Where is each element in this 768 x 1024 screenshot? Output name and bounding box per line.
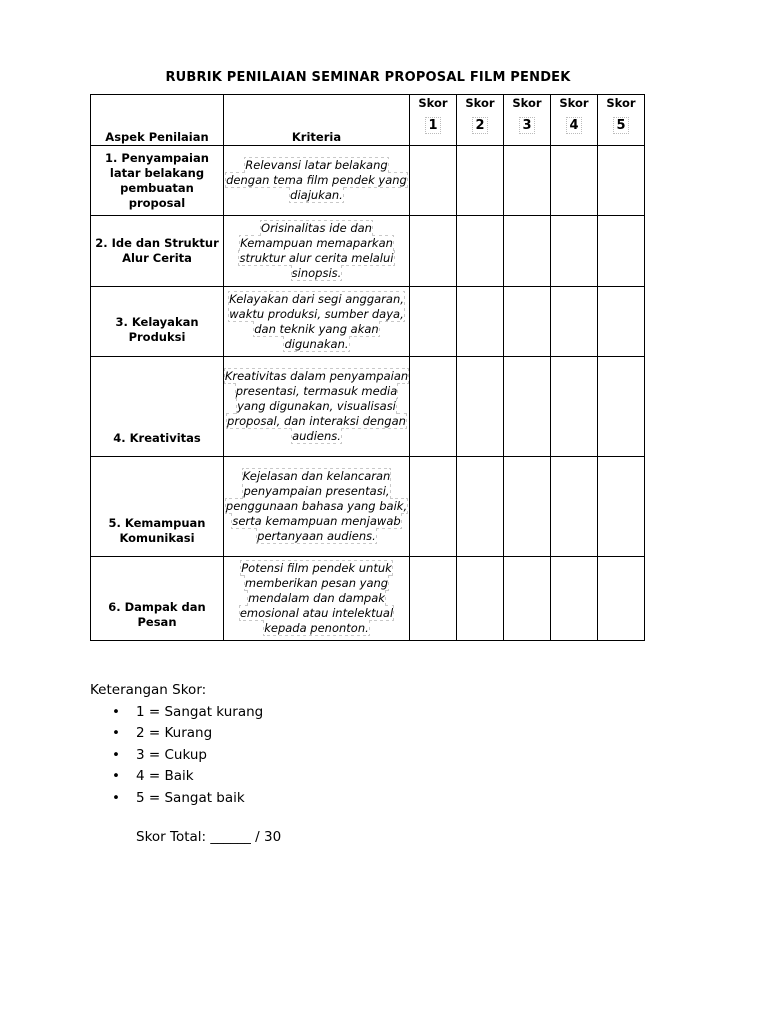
score-cell-5[interactable]	[598, 287, 645, 357]
score-cell-3[interactable]	[504, 357, 551, 457]
score-cell-2[interactable]	[457, 557, 504, 641]
table-row	[91, 357, 645, 457]
bullet-icon: •	[112, 789, 120, 806]
kriteria-text: Potensi film pendek untuk memberikan pesan yang mendalam dan dampak emosional atau intelektual kepada penonton.	[239, 561, 394, 635]
score-cell-1[interactable]	[410, 216, 457, 287]
score-cell-1[interactable]	[410, 557, 457, 641]
bullet-icon: •	[112, 703, 120, 720]
aspek-cell: 2. Ide dan Struktur Alur Cerita	[91, 216, 224, 287]
score-cell-3[interactable]	[504, 146, 551, 216]
score-cell-5[interactable]	[598, 457, 645, 557]
score-cell-2[interactable]	[457, 146, 504, 216]
score-cell-1[interactable]	[410, 357, 457, 457]
skor-number: 3	[522, 118, 532, 133]
score-cell-2[interactable]	[457, 357, 504, 457]
kriteria-cell	[224, 287, 410, 357]
score-cell-5[interactable]	[598, 557, 645, 641]
skor-number: 2	[475, 118, 485, 133]
rubric-table	[90, 94, 645, 641]
score-cell-5[interactable]	[598, 146, 645, 216]
score-cell-4[interactable]	[551, 146, 598, 216]
table-row	[91, 216, 645, 287]
skor-number: 4	[569, 118, 579, 133]
bullet-icon: •	[112, 725, 120, 741]
legend-item-text: 4 = Baik	[136, 768, 194, 784]
skor-label: Skor	[512, 96, 542, 110]
score-cell-4[interactable]	[551, 216, 598, 287]
score-cell-4[interactable]	[551, 457, 598, 557]
score-cell-1[interactable]	[410, 287, 457, 357]
score-cell-1[interactable]	[410, 146, 457, 216]
kriteria-cell	[224, 146, 410, 216]
list-item	[90, 745, 263, 767]
score-cell-4[interactable]	[551, 287, 598, 357]
aspek-cell: 3. Kelayakan Produksi	[91, 287, 224, 357]
table-header-row	[91, 95, 645, 146]
list-item	[90, 723, 263, 745]
kriteria-cell	[224, 357, 410, 457]
aspek-cell: 5. Kemampuan Komunikasi	[91, 457, 224, 557]
skor-number: 1	[428, 118, 438, 133]
header-skor-4	[551, 95, 598, 146]
score-cell-4[interactable]	[551, 557, 598, 641]
list-item	[90, 788, 263, 810]
score-cell-5[interactable]	[598, 357, 645, 457]
score-cell-3[interactable]	[504, 287, 551, 357]
score-cell-4[interactable]	[551, 357, 598, 457]
kriteria-text: Relevansi latar belakang dengan tema film pendek yang diajukan.	[226, 158, 407, 202]
legend-item-text: 2 = Kurang	[136, 725, 213, 741]
score-cell-3[interactable]	[504, 557, 551, 641]
kriteria-text: Orisinalitas ide dan Kemampuan memaparkan struktur alur cerita melalui sinopsis.	[239, 221, 394, 280]
legend-item-text: 5 = Sangat baik	[136, 789, 245, 806]
score-cell-2[interactable]	[457, 287, 504, 357]
score-legend	[90, 680, 263, 809]
score-cell-3[interactable]	[504, 457, 551, 557]
legend-item-text: 3 = Cukup	[136, 746, 207, 763]
list-item	[90, 702, 263, 724]
header-skor-1	[410, 95, 457, 146]
table-row	[91, 557, 645, 641]
kriteria-cell	[224, 216, 410, 287]
kriteria-text: Kreativitas dalam penyampaian presentasi, termasuk media yang digunakan, visualisasi proposal, dan interaksi dengan audiens.	[224, 369, 409, 443]
legend-heading: Keterangan Skor:	[90, 682, 207, 698]
kriteria-text: Kelayakan dari segi anggaran, waktu produksi, sumber daya, dan teknik yang akan digunakan.	[229, 291, 404, 351]
score-cell-5[interactable]	[598, 216, 645, 287]
bullet-icon: •	[112, 768, 120, 784]
header-skor-3	[504, 95, 551, 146]
skor-label: Skor	[559, 96, 589, 110]
score-cell-2[interactable]	[457, 457, 504, 557]
kriteria-text: Kejelasan dan kelancaran penyampaian presentasi, penggunaan bahasa yang baik, serta kemampuan menjawab pertanyaan audiens.	[225, 469, 408, 543]
score-cell-3[interactable]	[504, 216, 551, 287]
skor-label: Skor	[606, 96, 636, 110]
list-item	[90, 766, 263, 788]
total-score-line: Skor Total: ______ / 30	[136, 829, 282, 845]
header-skor-2	[457, 95, 504, 146]
header-aspek: Aspek Penilaian	[91, 95, 224, 146]
legend-list	[90, 702, 263, 810]
aspek-cell: 4. Kreativitas	[91, 357, 224, 457]
header-kriteria: Kriteria	[224, 95, 410, 146]
skor-label: Skor	[465, 96, 495, 110]
header-skor-5	[598, 95, 645, 146]
table-row	[91, 287, 645, 357]
table-row	[91, 457, 645, 557]
aspek-cell: 6. Dampak dan Pesan	[91, 557, 224, 641]
kriteria-cell	[224, 457, 410, 557]
document-title: RUBRIK PENILAIAN SEMINAR PROPOSAL FILM PENDEK	[165, 70, 571, 85]
kriteria-cell	[224, 557, 410, 641]
skor-label: Skor	[418, 96, 448, 110]
aspek-cell: 1. Penyampaian latar belakang pembuatan proposal	[91, 146, 224, 216]
bullet-icon: •	[112, 746, 120, 763]
legend-item-text: 1 = Sangat kurang	[136, 703, 264, 720]
skor-number: 5	[616, 118, 626, 133]
score-cell-1[interactable]	[410, 457, 457, 557]
table-row	[91, 146, 645, 216]
score-cell-2[interactable]	[457, 216, 504, 287]
